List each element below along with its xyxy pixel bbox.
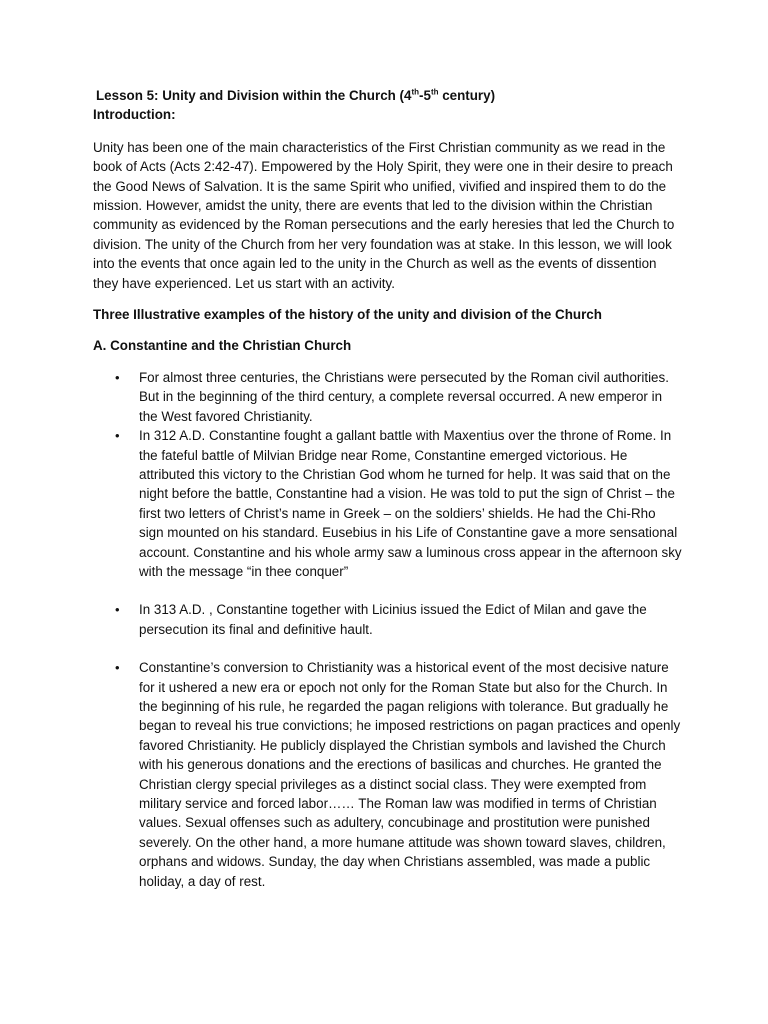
list-item bbox=[115, 658, 683, 891]
list-item bbox=[115, 600, 683, 639]
bullet-icon: • bbox=[115, 428, 120, 444]
introduction-heading: Introduction: bbox=[93, 107, 176, 123]
list-item-text: Constantine’s conversion to Christianity was a historical event of the most decisive nature for it ushered a new era or epoch not only for the Roman State but also for the Church. In the beginning of his rule, he regarded the pagan religions with tolerance. But gradually he began to reveal his true convictions; he imposed restrictions on pagan practices and openly favored Christianity. He publicly displayed the Christian symbols and lavished the Church with his generous donations and the erections of basilicas and churches. He granted the Christian clergy special privileges as a distinct social class. They were exempted from military service and forced labor…… The Roman law was modified in terms of Christian values. Sexual offenses such as adultery, concubinage and prostitution were punished severely. On the other hand, a more humane attitude was shown toward slaves, children, orphans and widows. Sunday, the day when Christians assembled, was made a public holiday, a day of rest. bbox=[139, 660, 681, 889]
lesson-title-text-mid: -5 bbox=[419, 88, 431, 103]
introduction-paragraph: Unity has been one of the main characteristics of the First Christian community as we read in the book of Acts (Acts 2:42-47). Empowered by the Holy Spirit, they were one in their desire to preach the Good News of Salvation. It is the same Spirit who unified, vivified and inspired them to do the mission. However, amidst the unity, there are events that led to the division within the Christian community as evidenced by the Roman persecutions and the early heresies that led the Church to division. The unity of the Church from her very foundation was at stake. In this lesson, we will look into the events that once again led to the unity in the Church as well as the events of dissention they have experienced. Let us start with an activity. bbox=[93, 139, 675, 291]
list-item-text: In 313 A.D. , Constantine together with Licinius issued the Edict of Milan and gave the persecution its final and definitive hault. bbox=[139, 602, 647, 637]
list-item-text: In 312 A.D. Constantine fought a gallant battle with Maxentius over the throne of Rome. In the fateful battle of Milvian Bridge near Rome, Constantine emerged victorious. He attributed this victory to the Christian God whom he turned for help. It was said that on the night before the battle, Constantine had a vision. He was told to put the sign of Christ – the first two letters of Christ’s name in Greek – on the soldiers’ shields. He had the Chi-Rho sign mounted on his standard. Eusebius in his Life of Constantine gave a more sensational account. Constantine and his whole army saw a luminous cross appear in the afternoon sky with the message “in thee conquer” bbox=[139, 428, 682, 579]
lesson-title-text-end: century) bbox=[438, 88, 496, 103]
list-item bbox=[115, 426, 683, 581]
lesson-title-text: Lesson 5: Unity and Division within the Church (4 bbox=[96, 88, 412, 103]
list-item-text: For almost three centuries, the Christians were persecuted by the Roman civil authorities. But in the beginning of the third century, a complete reversal occurred. A new emperor in the West favored Christianity. bbox=[139, 369, 669, 424]
bullet-icon: • bbox=[115, 369, 120, 385]
title-superscript-2: th bbox=[430, 87, 439, 97]
bullet-icon: • bbox=[115, 660, 120, 676]
document-page bbox=[93, 86, 683, 891]
bullet-icon: • bbox=[115, 602, 120, 618]
bullet-list bbox=[93, 368, 683, 891]
section-a-heading: A. Constantine and the Christian Church bbox=[93, 338, 352, 354]
lesson-title bbox=[93, 86, 683, 105]
list-item bbox=[115, 368, 683, 426]
examples-heading: Three Illustrative examples of the history of the unity and division of the Church bbox=[93, 307, 602, 323]
title-superscript-1: th bbox=[411, 87, 420, 97]
